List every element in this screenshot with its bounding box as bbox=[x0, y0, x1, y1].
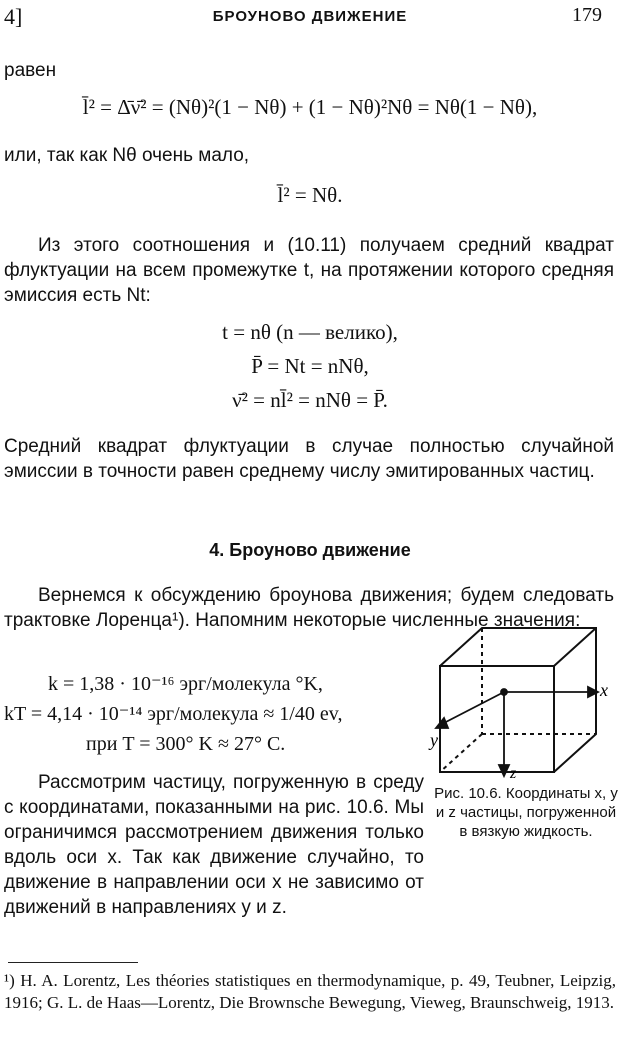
footnote-divider bbox=[8, 962, 138, 963]
text-line-ili: или, так как Nθ очень мало, bbox=[4, 145, 250, 166]
cube-hidden-diagonal bbox=[440, 734, 482, 772]
running-title: БРОУНОВО ДВИЖЕНИЕ bbox=[212, 8, 408, 25]
axis-z-arrow bbox=[499, 765, 509, 776]
paragraph-lorentz: Вернемся к обсуждению броунова движения; будем следовать трактовке Лоренца¹). Напомним некоторые численные значения: bbox=[4, 585, 614, 631]
axis-x-label: x bbox=[600, 680, 608, 700]
figure-caption: Рис. 10.6. Координаты x, y и z частицы, погруженной в вязкую жидкость. bbox=[434, 785, 618, 840]
section-heading: 4. Броуново движение bbox=[209, 540, 411, 560]
section-number: 4] bbox=[4, 4, 23, 29]
axis-y-line bbox=[442, 692, 504, 724]
paragraph-fluctuation: Из этого соотношения и (10.11) получаем средний квадрат флуктуации на всем промежутке t, на протяжении которого средняя эмиссия есть Nt: bbox=[4, 235, 614, 306]
text-line-ravn: равен bbox=[4, 60, 57, 81]
particle-origin bbox=[501, 689, 507, 695]
axis-z-label: z bbox=[510, 765, 517, 780]
cube-edge bbox=[554, 628, 596, 666]
equation-nu: ν̄² = nl̄² = nNθ = P̄. bbox=[232, 388, 388, 412]
constant-temperature: при T = 300° K ≈ 27° C. bbox=[86, 733, 286, 755]
constant-k: k = 1,38 · 10⁻¹⁶ эрг/молекула °K, bbox=[48, 673, 323, 695]
constant-kt: kT = 4,14 · 10⁻¹⁴ эрг/молекула ≈ 1/40 ev, bbox=[4, 703, 343, 725]
equation-mean-square: l̄² = Nθ. bbox=[277, 183, 343, 207]
equation-t: t = nθ (n — велико), bbox=[222, 320, 398, 344]
paragraph-particle-text: Рассмотрим частицу, погруженную в среду с координатами, показанными на рис. 10.6. Мы ограничимся рассмотрением движения только вдоль оси x. Так как движение случайно, то движение в направлении оси x не зависимо от движений в направлениях y и z. bbox=[4, 772, 424, 918]
equation-p: P̄ = Nt = nNθ, bbox=[251, 354, 369, 378]
paragraph-particle-a bbox=[4, 770, 424, 920]
axis-y-label: y bbox=[430, 730, 438, 750]
paragraph-emission: Средний квадрат флуктуации в случае полностью случайной эмиссии в точности равен среднему числу эмитированных частиц. bbox=[4, 436, 614, 482]
page-number: 179 bbox=[572, 4, 602, 26]
axis-y-arrow bbox=[436, 718, 448, 728]
footnote: ¹) H. A. Lorentz, Les théories statistiques en thermodynamique, p. 49, Teubner, Leipzig, 1916; G. L. de Haas—Lorentz, Die Brownsche Bewegung, Vieweg, Braunschweig, 1913. bbox=[4, 971, 616, 1012]
constants-block bbox=[4, 669, 424, 759]
figure-10-6-cube bbox=[426, 620, 620, 780]
equation-variance: l̄² = Δ̄ν̄² = (Nθ)²(1 − Nθ) + (1 − Nθ)²Nθ = Nθ(1 − Nθ), bbox=[82, 95, 538, 119]
